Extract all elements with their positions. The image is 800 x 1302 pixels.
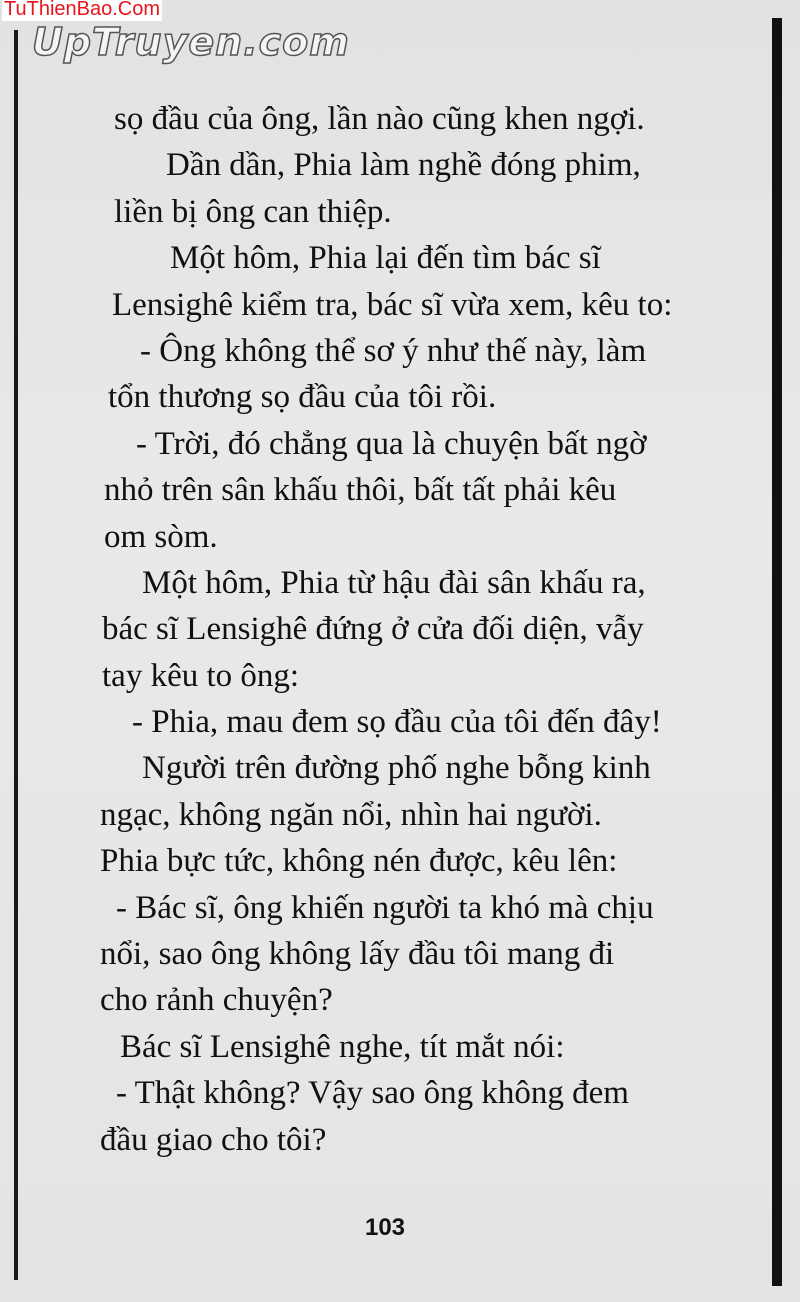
text-line: - Ông không thể sơ ý như thế này, làm — [140, 332, 647, 369]
text-line: cho rảnh chuyện? — [100, 982, 333, 1019]
page-number: 103 — [364, 1214, 406, 1241]
text-line: nổi, sao ông không lấy đầu tôi mang đi — [100, 936, 615, 973]
text-line: sọ đầu của ông, lần nào cũng khen ngợi. — [114, 101, 645, 137]
logo-watermark: UpTruyen.com — [32, 20, 350, 64]
text-line: Người trên đường phố nghe bỗng kinh — [142, 750, 651, 787]
text-line: liền bị ông can thiệp. — [114, 193, 392, 230]
text-line: đầu giao cho tôi? — [100, 1121, 327, 1158]
text-line: - Trời, đó chẳng qua là chuyện bất ngờ — [136, 425, 647, 462]
text-line: Một hôm, Phia lại đến tìm bác sĩ — [170, 240, 601, 277]
text-line: Bác sĩ Lensighê nghe, tít mắt nói: — [120, 1028, 565, 1065]
page-left-edge-shadow — [14, 30, 18, 1280]
text-line: Dần dần, Phia làm nghề đóng phim, — [166, 147, 641, 184]
text-line: - Thật không? Vậy sao ông không đem — [116, 1075, 629, 1112]
body-text — [100, 96, 720, 1163]
text-line: om sòm. — [104, 518, 218, 555]
text-line: Lensighê kiểm tra, bác sĩ vừa xem, kêu to: — [112, 286, 673, 323]
text-line: - Phia, mau đem sọ đầu của tôi đến đây! — [132, 704, 662, 741]
text-line: nhỏ trên sân khấu thôi, bất tất phải kêu — [104, 472, 617, 509]
text-line: bác sĩ Lensighê đứng ở cửa đối diện, vẫy — [102, 611, 644, 648]
text-line: Một hôm, Phia từ hậu đài sân khấu ra, — [142, 564, 646, 601]
text-line: ngạc, không ngăn nổi, nhìn hai người. — [100, 796, 602, 833]
text-line: tổn thương sọ đầu của tôi rồi. — [108, 379, 497, 416]
page-right-edge-shadow — [772, 18, 782, 1286]
text-line: tay kêu to ông: — [102, 657, 300, 694]
text-line: Phia bực tức, không nén được, kêu lên: — [100, 843, 618, 880]
site-watermark: TuThienBao.Com — [4, 0, 160, 20]
text-line: - Bác sĩ, ông khiến người ta khó mà chịu — [116, 889, 654, 926]
